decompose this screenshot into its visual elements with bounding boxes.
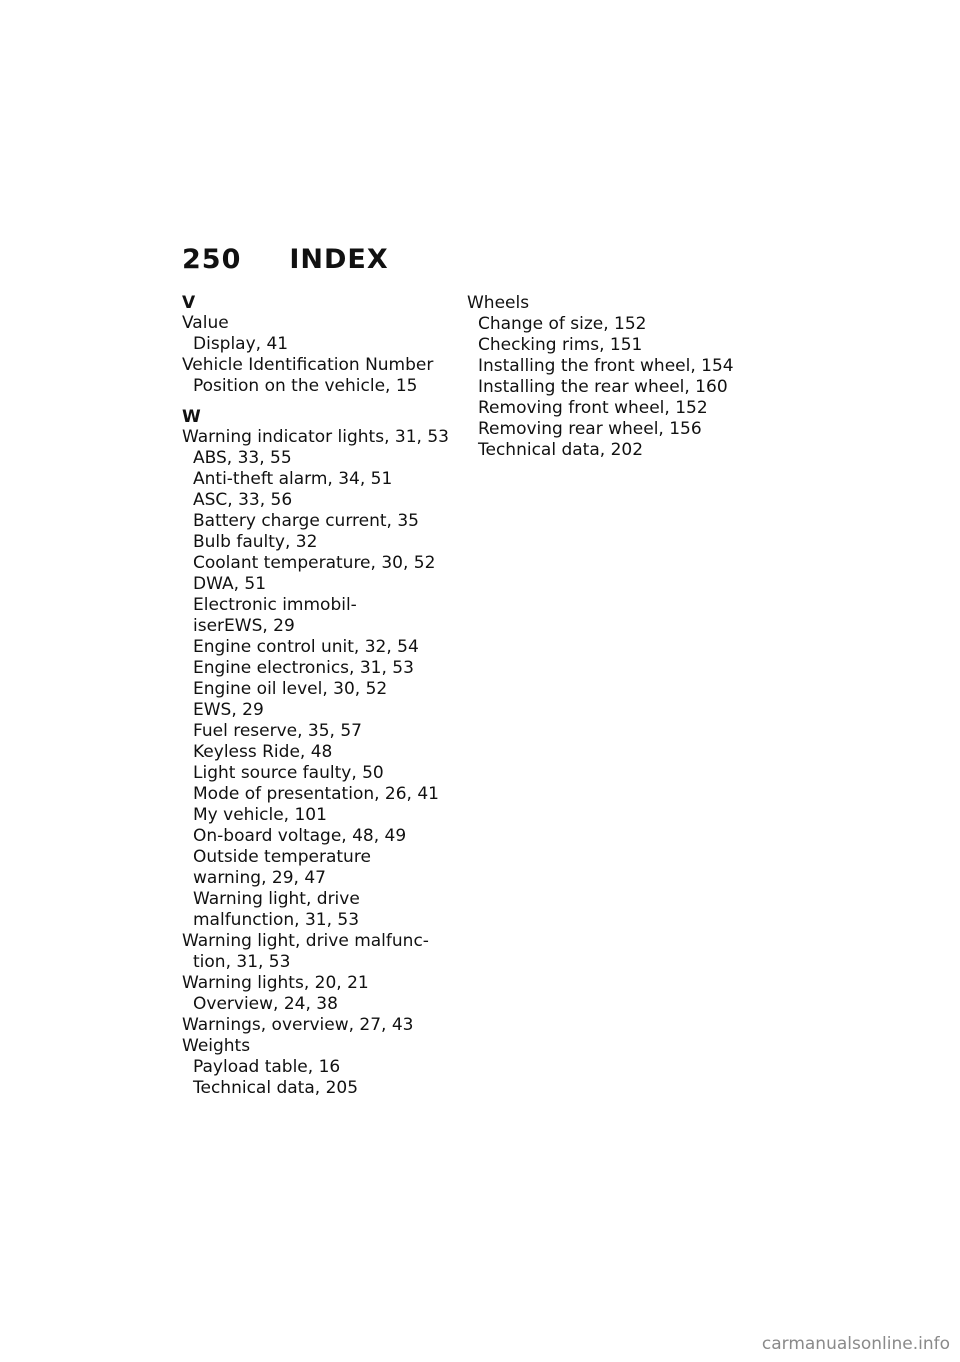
index-entry: Warning light, drive malfunc-: [182, 931, 429, 951]
index-subentry: Light source faulty, 50: [193, 763, 384, 783]
index-subentry: Technical data, 202: [478, 440, 644, 460]
page-title: INDEX: [289, 244, 389, 275]
index-subentry: Anti-theft alarm, 34, 51: [193, 469, 393, 489]
index-subentry: ASC, 33, 56: [193, 490, 293, 510]
index-subentry: Payload table, 16: [193, 1057, 341, 1077]
section-letter: V: [182, 293, 196, 313]
index-column-left: [182, 293, 462, 1099]
index-subentry: Engine oil level, 30, 52: [193, 679, 388, 699]
section-letter: W: [182, 407, 201, 427]
index-subentry: ABS, 33, 55: [193, 448, 292, 468]
index-subentry: Overview, 24, 38: [193, 994, 338, 1014]
index-subentry: Removing front wheel, 152: [478, 398, 708, 418]
index-subentry: Fuel reserve, 35, 57: [193, 721, 362, 741]
index-subentry: Electronic immobil-: [193, 595, 357, 615]
index-subentry: Removing rear wheel, 156: [478, 419, 702, 439]
page-number: 250: [182, 244, 242, 275]
index-subentry: Mode of presentation, 26, 41: [193, 784, 439, 804]
index-subentry: Engine electronics, 31, 53: [193, 658, 414, 678]
index-subentry: Technical data, 205: [193, 1078, 359, 1098]
index-subentry: iserEWS, 29: [193, 616, 295, 636]
index-entry: Value: [182, 313, 229, 333]
index-subentry: tion, 31, 53: [193, 952, 291, 972]
index-subentry: Checking rims, 151: [478, 335, 643, 355]
index-subentry: DWA, 51: [193, 574, 267, 594]
index-subentry: Engine control unit, 32, 54: [193, 637, 419, 657]
index-subentry: Display, 41: [193, 334, 289, 354]
index-entry: Warnings, overview, 27, 43: [182, 1015, 414, 1035]
index-subentry: Coolant temperature, 30, 52: [193, 553, 436, 573]
index-subentry: warning, 29, 47: [193, 868, 326, 888]
index-entry: Warning indicator lights, 31, 53: [182, 427, 449, 447]
index-column-right: [467, 293, 767, 461]
index-subentry: Change of size, 152: [478, 314, 647, 334]
page-header: [182, 244, 389, 275]
index-subentry: malfunction, 31, 53: [193, 910, 360, 930]
index-subentry: EWS, 29: [193, 700, 264, 720]
index-subentry: My vehicle, 101: [193, 805, 327, 825]
index-entry: Weights: [182, 1036, 251, 1056]
index-subentry: Installing the front wheel, 154: [478, 356, 734, 376]
index-subentry: On-board voltage, 48, 49: [193, 826, 407, 846]
index-entry: Wheels: [467, 293, 530, 313]
index-entry: Vehicle Identification Number: [182, 355, 434, 375]
index-subentry: Keyless Ride, 48: [193, 742, 333, 762]
index-subentry: Bulb faulty, 32: [193, 532, 318, 552]
watermark[interactable]: carmanualsonline.info: [761, 1334, 950, 1354]
index-subentry: Installing the rear wheel, 160: [478, 377, 728, 397]
index-subentry: Outside temperature: [193, 847, 371, 867]
index-entry: Warning lights, 20, 21: [182, 973, 369, 993]
index-subentry: Warning light, drive: [193, 889, 360, 909]
index-subentry: Position on the vehicle, 15: [193, 376, 418, 396]
index-subentry: Battery charge current, 35: [193, 511, 419, 531]
